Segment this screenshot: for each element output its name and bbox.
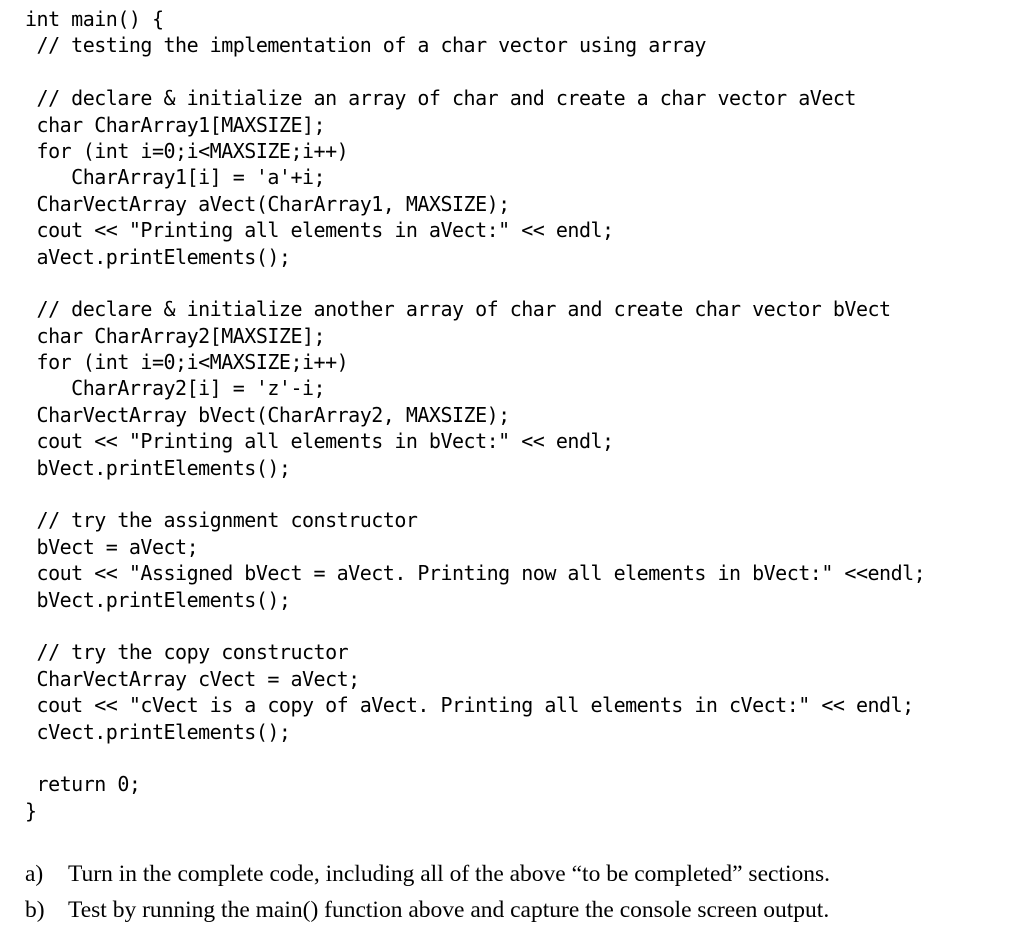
code-line: CharVectArray aVect(CharArray1, MAXSIZE); xyxy=(25,191,510,216)
code-line: bVect.printElements(); xyxy=(25,455,291,480)
code-line: cout << "Assigned bVect = aVect. Printing now all elements in bVect:" <<endl; xyxy=(25,561,926,586)
code-line: cout << "cVect is a copy of aVect. Printing all elements in cVect:" << endl; xyxy=(25,693,914,718)
code-line: CharVectArray bVect(CharArray2, MAXSIZE); xyxy=(25,402,510,427)
code-line: aVect.printElements(); xyxy=(25,244,291,269)
code-line: bVect = aVect; xyxy=(25,534,199,559)
code-line xyxy=(25,613,925,639)
code-line: cout << "Printing all elements in aVect:" << endl; xyxy=(25,218,614,243)
code-line: // declare & initialize an array of char and create a char vector aVect xyxy=(25,86,856,111)
code-line: CharVectArray cVect = aVect; xyxy=(25,666,360,691)
question-marker: b) xyxy=(25,897,45,923)
code-line xyxy=(25,745,925,771)
code-line: CharArray2[i] = 'z'-i; xyxy=(25,376,326,401)
code-line: cout << "Printing all elements in bVect:" << endl; xyxy=(25,429,614,454)
question-item xyxy=(25,892,830,928)
code-line: int main() { xyxy=(25,7,164,31)
code-line: char CharArray1[MAXSIZE]; xyxy=(25,112,326,137)
code-line: for (int i=0;i<MAXSIZE;i++) xyxy=(25,350,349,375)
code-line: } xyxy=(25,798,37,823)
question-marker: a) xyxy=(25,861,44,887)
code-line: // try the copy constructor xyxy=(25,640,349,665)
question-list xyxy=(25,856,830,928)
code-line: bVect.printElements(); xyxy=(25,587,291,612)
code-line xyxy=(25,59,925,85)
code-line: for (int i=0;i<MAXSIZE;i++) xyxy=(25,138,349,163)
code-block xyxy=(25,6,925,824)
code-line: CharArray1[i] = 'a'+i; xyxy=(25,165,326,190)
question-text: Test by running the main() function above and capture the console screen output. xyxy=(68,897,830,923)
code-line xyxy=(25,270,925,296)
code-line: // declare & initialize another array of char and create char vector bVect xyxy=(25,297,891,322)
code-line: char CharArray2[MAXSIZE]; xyxy=(25,323,326,348)
code-line xyxy=(25,481,925,507)
question-item xyxy=(25,856,830,892)
code-line: // testing the implementation of a char vector using array xyxy=(25,33,706,58)
code-line: cVect.printElements(); xyxy=(25,719,291,744)
code-line: return 0; xyxy=(25,772,141,797)
code-line: // try the assignment constructor xyxy=(25,508,418,533)
question-text: Turn in the complete code, including all of the above “to be completed” sections. xyxy=(68,861,831,887)
